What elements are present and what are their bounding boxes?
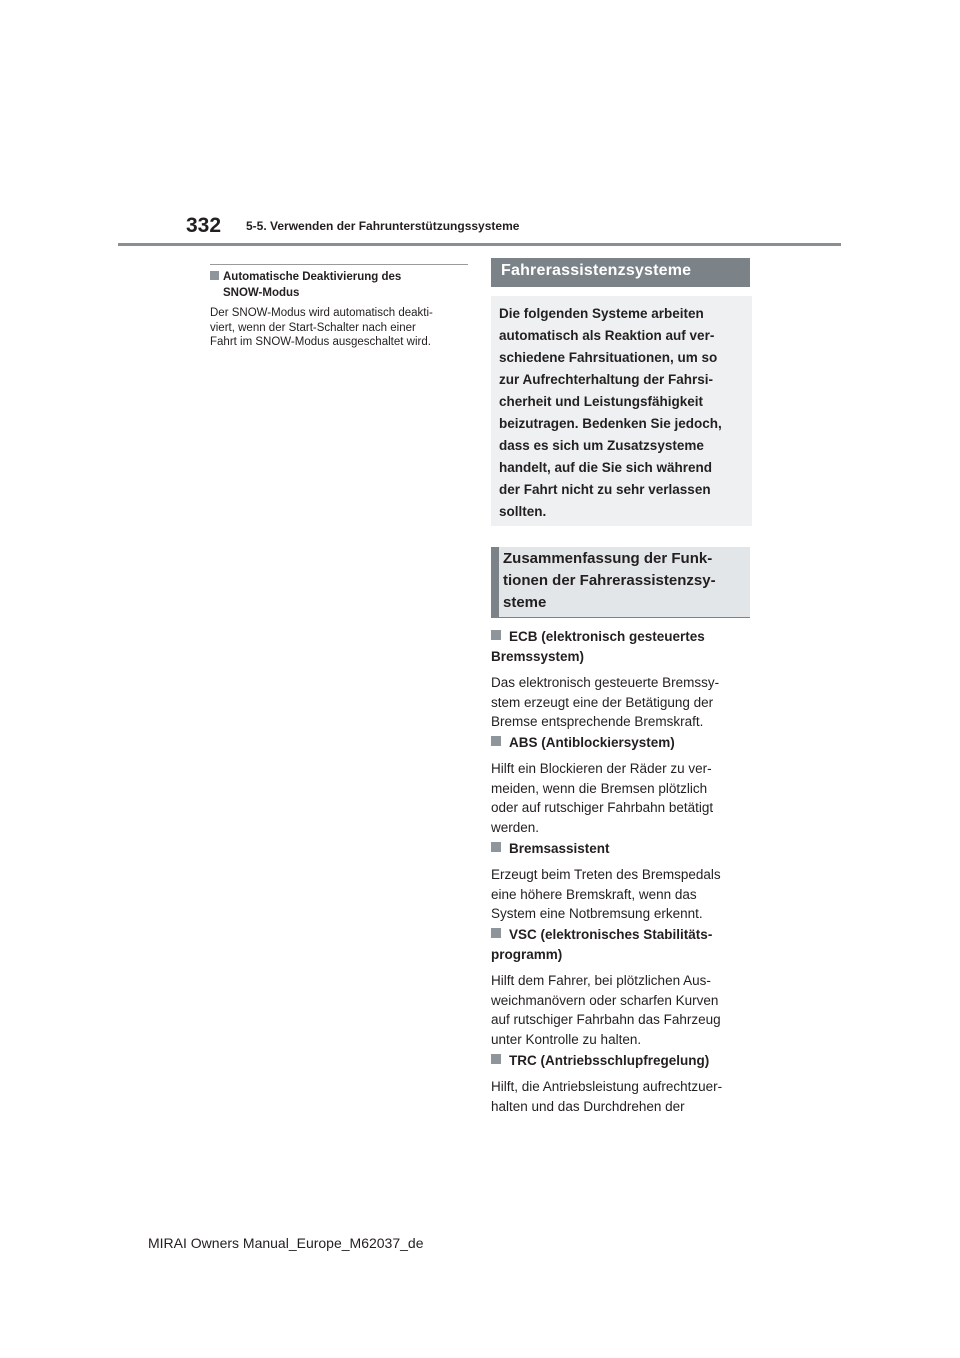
feature-description-line: auf rutschiger Fahrbahn das Fahrzeug [491, 1012, 721, 1027]
feature-heading-line: ABS (Antiblockiersystem) [491, 733, 753, 753]
feature-description [491, 673, 753, 732]
feature-description-line: eine höhere Bremskraft, wenn das [491, 886, 697, 902]
intro-line: cherheit und Leistungsfähigkeit [499, 394, 704, 409]
section-heading-bar [491, 547, 499, 618]
feature-description [491, 759, 753, 837]
intro-line: handelt, auf die Sie sich während [499, 460, 713, 475]
feature-heading-line: ECB (elektronisch gesteuertes [491, 627, 753, 647]
page-number: 332 [186, 214, 222, 237]
section-heading-line: Zusammenfassung der Funk- [503, 550, 713, 567]
left-body-line: Fahrt im SNOW-Modus ausgeschaltet wird. [210, 336, 431, 348]
feature-description-line: Hilft, die Antriebsleistung aufrechtzuer- [491, 1079, 723, 1094]
feature-heading-line: TRC (Antriebsschlupfregelung) [491, 1051, 753, 1071]
feature-description-line: stem erzeugt eine der Betätigung der [491, 694, 714, 710]
feature-description-line: Das elektronisch gesteuerte Bremssy- [491, 675, 720, 690]
left-heading-line: SNOW-Modus [223, 287, 300, 299]
feature-description [491, 971, 753, 1049]
topic-banner: Fahrerassistenzsysteme [491, 258, 750, 287]
feature-description-line: unter Kontrolle zu halten. [491, 1031, 642, 1047]
section-heading-underline [491, 617, 750, 618]
intro-line: automatisch als Reaktion auf ver- [499, 328, 715, 343]
bullet-square-icon [491, 736, 501, 746]
feature-description-line: Hilft dem Fahrer, bei plötzlichen Aus- [491, 973, 711, 988]
header-divider [118, 243, 841, 246]
feature-description-line: Bremse entsprechende Bremskraft. [491, 714, 704, 729]
left-section-heading [210, 269, 468, 301]
bullet-square-icon [210, 271, 219, 280]
left-section-body [210, 306, 468, 350]
left-body-line: viert, wenn der Start-Schalter nach einer [210, 321, 416, 334]
feature-heading [491, 925, 753, 965]
feature-heading-line: programm) [491, 947, 563, 962]
feature-description-line: halten und das Durchdrehen der [491, 1098, 685, 1114]
left-body-line: Der SNOW-Modus wird automatisch deakti- [210, 307, 433, 319]
intro-line: Die folgenden Systeme arbeiten [499, 306, 704, 321]
intro-line: schiedene Fahrsituationen, um so [499, 350, 718, 365]
feature-description-line: meiden, wenn die Bremsen plötzlich [491, 780, 708, 796]
chapter-title: 5-5. Verwenden der Fahrunterstützungssysteme [246, 219, 520, 233]
intro-line: dass es sich um Zusatzsysteme [499, 438, 704, 453]
section-heading [503, 548, 747, 614]
feature-description [491, 865, 753, 924]
intro-line: zur Aufrechterhaltung der Fahrsi- [499, 372, 714, 387]
feature-description-line: Erzeugt beim Treten des Bremspedals [491, 867, 721, 882]
feature-heading-line: Bremsassistent [491, 839, 753, 859]
footer-text: MIRAI Owners Manual_Europe_M62037_de [148, 1235, 424, 1251]
feature-description-line: System eine Notbremsung erkennt. [491, 906, 703, 921]
feature-heading [491, 1051, 753, 1071]
intro-line: sollten. [499, 504, 547, 519]
feature-heading-line: Bremssystem) [491, 649, 585, 664]
section-heading-line: steme [503, 594, 547, 611]
intro-line: beizutragen. Bedenken Sie jedoch, [499, 416, 722, 431]
feature-heading [491, 839, 753, 859]
intro-line: der Fahrt nicht zu sehr verlassen [499, 482, 711, 497]
left-section-divider [210, 264, 468, 265]
feature-heading [491, 733, 753, 753]
feature-description-line: oder auf rutschiger Fahrbahn betätigt [491, 800, 714, 815]
left-heading-line: Automatische Deaktivierung des [223, 271, 402, 283]
feature-heading [491, 627, 753, 667]
feature-description-line: Hilft ein Blockieren der Räder zu ver- [491, 761, 712, 776]
bullet-square-icon [491, 630, 501, 640]
feature-description [491, 1077, 753, 1116]
feature-description-line: weichmanövern oder scharfen Kurven [491, 992, 719, 1008]
bullet-square-icon [491, 842, 501, 852]
feature-description-line: werden. [491, 819, 540, 835]
bullet-square-icon [491, 928, 501, 938]
bullet-square-icon [491, 1054, 501, 1064]
feature-heading-line: VSC (elektronisches Stabilitäts- [491, 925, 753, 945]
intro-text [499, 303, 747, 523]
section-heading-line: tionen der Fahrerassistenzsy- [503, 572, 716, 589]
